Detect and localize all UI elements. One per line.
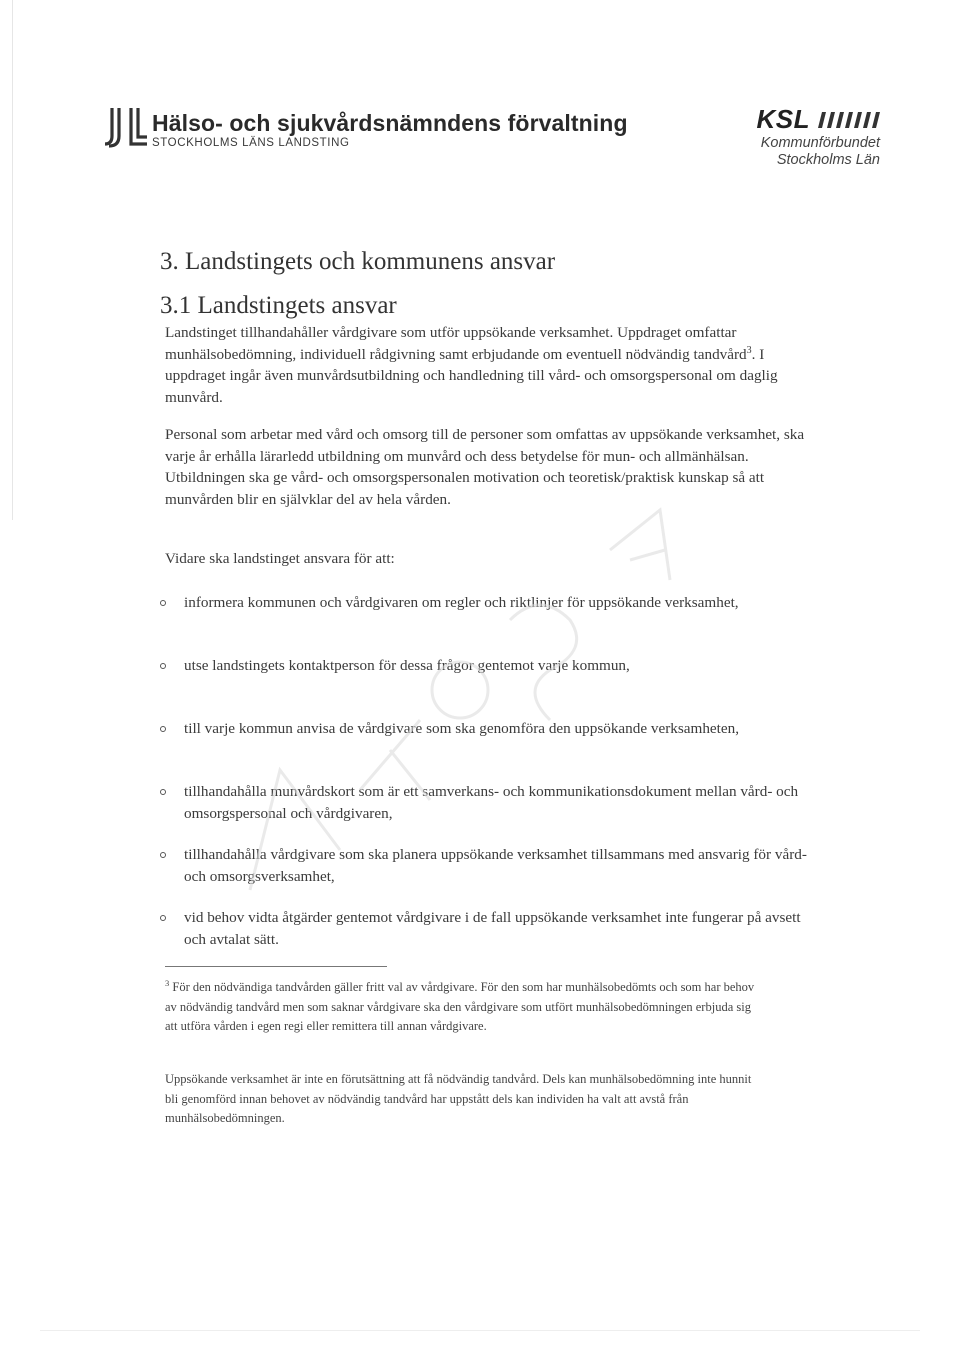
ksl-logo-block: [757, 104, 881, 169]
ksl-stripes-icon: [816, 111, 880, 129]
footnote-divider: [165, 966, 387, 967]
paragraph-2: Personal som arbetar med vård och omsorg till de personer som omfattas av uppsökande verksamhet, ska varje år erhålla lärarledd utbildning om munvård och dess betydelse för mun- och allmänhälsan. Utbildningen ska ge vård- och omsorgspersonalen motivation och teoretisk/praktisk kunskap så att munvården blir en självklar del av hela vården.: [165, 426, 805, 508]
list-item: [160, 907, 810, 970]
org-subtitle: STOCKHOLMS LÄNS LANDSTING: [152, 137, 350, 149]
list-item-text: utse landstingets kontaktperson för dessa frågor gentemot varje kommun,: [184, 657, 630, 674]
bullet-icon: [160, 789, 166, 795]
bullet-icon: [160, 915, 166, 921]
scan-bottom-line: [40, 1330, 920, 1331]
ksl-name: KSL: [756, 104, 810, 134]
org-name: Hälso- och sjukvårdsnämndens förvaltning: [152, 110, 628, 136]
ksl-line2: Stockholms Län: [776, 152, 880, 168]
list-item-text: tillhandahålla munvårdskort som är ett samverkans- och kommunikationsdokument mellan vård- och omsorgspersonal och vårdgivaren,: [184, 783, 799, 822]
ksl-line1: Kommunförbundet: [760, 135, 880, 151]
list-item-text: till varje kommun anvisa de vårdgivare som ska genomföra den uppsökande verksamheten,: [184, 720, 740, 737]
bullet-icon: [160, 663, 166, 669]
list-item: [160, 592, 810, 655]
list-item-text: tillhandahålla vårdgivare som ska planera uppsökande verksamhet tillsammans med ansvarig för vård- och omsorgsverksamhet,: [184, 846, 807, 885]
paragraph-1-part-b: . I uppdraget ingår även munvårdsutbildning och handledning till vård- och omsorgspersonal om daglig munvård.: [165, 345, 778, 406]
section-heading: 3. Landstingets och kommunens ansvar: [160, 248, 556, 275]
list-item: [160, 844, 810, 907]
paragraph-3: Vidare ska landstinget ansvara för att:: [165, 550, 395, 567]
footnote-1-text: För den nödvändiga tandvården gäller fritt val av vårdgivare. För den som har munhälsobedömts och som har behov av nödvändig tandvård men som saknar vårdgivare ska den vårdgivare som utfört munhälsobedömningen erbjuda sig att utföra vården i egen regi eller remittera till annan vårdgivare.: [165, 980, 755, 1033]
footnote-2: Uppsökande verksamhet är inte en förutsättning att få nödvändig tandvård. Dels kan munhälsobedömning inte hunnit bli genomförd innan behovet av nödvändig tandvård har uppstått dels kan individen ha valt att avstå från munhälsobedömningen.: [165, 1072, 752, 1125]
list-item: [160, 781, 810, 844]
list-item: [160, 718, 810, 781]
list-item-text: vid behov vidta åtgärder gentemot vårdgivare i de fall uppsökande verksamhet inte fungerar på avsett och avtalat sätt.: [184, 909, 801, 948]
footnote-marker: 3: [165, 977, 170, 988]
list-item-text: informera kommunen och vårdgivaren om regler och riktlinjer för uppsökande verksamhet,: [184, 594, 739, 611]
subsection-heading: 3.1 Landstingets ansvar: [160, 292, 397, 319]
list-item: [160, 655, 810, 718]
paragraph-1: [165, 322, 805, 408]
bullet-icon: [160, 852, 166, 858]
bullet-icon: [160, 726, 166, 732]
sll-logo-icon: [103, 106, 147, 148]
paragraph-1-part-a: Landstinget tillhandahåller vårdgivare som utför uppsökande verksamhet. Uppdraget omfattar munhälsobedömning, individuell rådgivning samt erbjudande om eventuell nödvändig tandvård: [165, 324, 747, 363]
scan-edge-line: [12, 0, 13, 520]
ksl-logo-row: [757, 104, 881, 135]
bullet-icon: [160, 600, 166, 606]
footnote-ref: 3: [746, 344, 752, 356]
footnote-1: [165, 978, 765, 1037]
responsibility-list: [160, 592, 810, 970]
